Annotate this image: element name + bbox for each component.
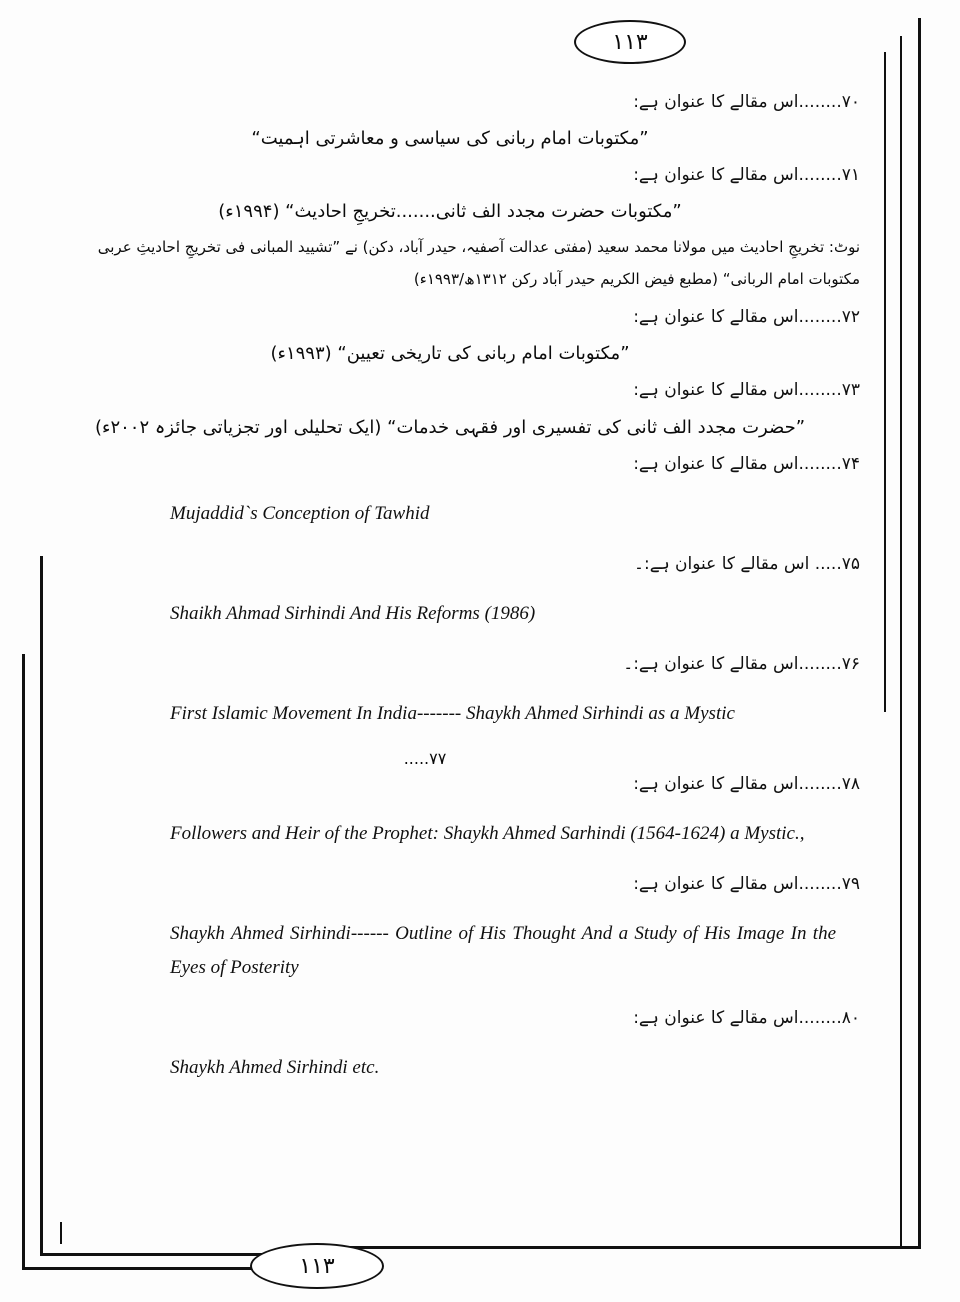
entry-label-75: ۷۵..... اس مقالے کا عنوان ہے:۔: [634, 553, 860, 574]
entry-label-80: ۸۰........اس مقالے کا عنوان ہے:: [633, 1007, 860, 1028]
page-number-bottom: ۱۱۳: [250, 1243, 384, 1289]
frame-line-right-outer: [918, 18, 921, 1248]
page-content: [70, 86, 860, 1102]
frame-line-right-middle: [900, 36, 902, 1248]
entry-label-76: ۷۶........اس مقالے کا عنوان ہے:۔: [623, 654, 860, 675]
entry-note-71: نوٹ: تخریجِ احادیث میں مولانا محمد سعید (مفتی عدالت آصفیہ، حیدر آباد، دکن) نے ”تشیید المبانی فی تخریجِ احادیثِ عربی مکتوبات امام الربانی“ (مطبع فیض الکریم حیدر آباد رکن ۱۳۱۲ھ/۱۹۹۳ء): [97, 238, 860, 288]
entry-title-73: ”حضرت مجدد الف ثانی کی تفسیری اور فقہی خدمات“ (ایک تحلیلی اور تجزیاتی جائزہ ۲۰۰۲ء): [94, 416, 806, 438]
frame-line-right-inner: [884, 52, 886, 712]
entry-title-76: First Islamic Movement In India------- Shaykh Ahmed Sirhindi as a Mystic: [170, 703, 735, 725]
frame-line-bottom-outer: [330, 1246, 921, 1249]
frame-line-left-outer: [40, 556, 43, 1256]
page-number-top: ۱۱۳: [574, 20, 686, 64]
entry-label-71: ۷۱........اس مقالے کا عنوان ہے:: [633, 165, 860, 186]
entry-label-78: ۷۸........اس مقالے کا عنوان ہے:: [633, 773, 860, 794]
entry-title-79: Shaykh Ahmed Sirhindi------ Outline of His Thought And a Study of His Image In the Eyes of Posterity: [170, 923, 836, 978]
entry-title-70: ”مکتوبات امام ربانی کی سیاسی و معاشرتی اہمیت“: [251, 128, 649, 150]
entry-label-73: ۷۳........اس مقالے کا عنوان ہے:: [633, 380, 860, 401]
entry-title-72: ”مکتوبات امام ربانی کی تاریخی تعیین“ (۱۹۹۳ء): [270, 343, 630, 365]
entry-label-79: ۷۹........اس مقالے کا عنوان ہے:: [633, 874, 860, 895]
entry-title-71: ”مکتوبات حضرت مجدد الف ثانی.......تخریجِ احادیث“ (۱۹۹۴ء): [218, 201, 682, 223]
entry-title-80: Shaykh Ahmed Sirhindi etc.: [170, 1056, 380, 1078]
frame-line-left-inner: [22, 654, 25, 1270]
entry-title-74: Mujaddid`s Conception of Tawhid: [170, 502, 430, 524]
frame-line-bottom-left-outer: [40, 1253, 270, 1256]
entry-label-74: ۷۴........اس مقالے کا عنوان ہے:: [633, 453, 860, 474]
entry-label-70: ۷۰........اس مقالے کا عنوان ہے:: [633, 92, 860, 112]
frame-line-left-stub: [60, 1222, 62, 1244]
entry-title-78: Followers and Heir of the Prophet: Shaykh Ahmed Sarhindi (1564-1624) a Mystic.,: [170, 822, 805, 844]
entry-title-75: Shaikh Ahmad Sirhindi And His Reforms (1986): [170, 603, 536, 625]
entry-label-77: ۷۷.....: [403, 748, 447, 768]
frame-line-bottom-left-inner: [22, 1267, 272, 1270]
entry-label-72: ۷۲........اس مقالے کا عنوان ہے:: [633, 307, 860, 328]
